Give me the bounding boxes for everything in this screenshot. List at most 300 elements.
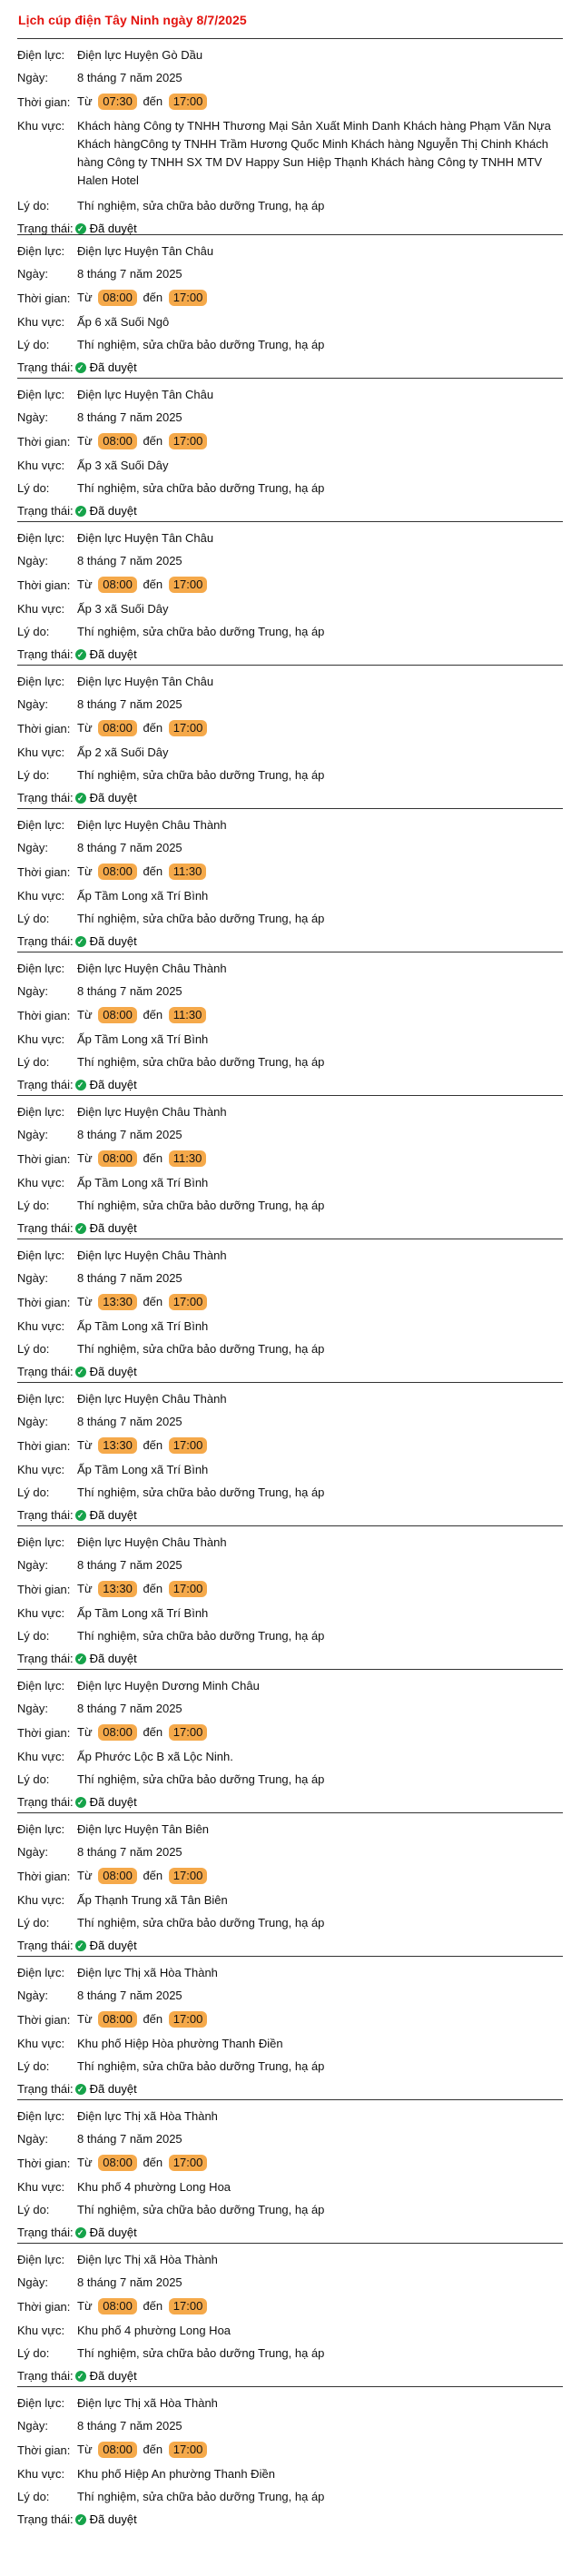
reason-label: Lý do: — [17, 2490, 50, 2503]
unit-label: Điện lực: — [17, 2109, 65, 2123]
status-label: Trạng thái: — [17, 2226, 74, 2239]
to-text: đến — [143, 1582, 163, 1595]
area-row — [17, 889, 563, 903]
unit-row — [17, 1249, 563, 1262]
check-circle-icon: ✓ — [75, 936, 86, 947]
date-value: 8 tháng 7 năm 2025 — [77, 984, 182, 998]
area-row — [17, 459, 563, 472]
area-value: Khu phố 4 phường Long Hoa — [77, 2324, 231, 2337]
unit-value: Điện lực Huyện Châu Thành — [77, 1105, 227, 1119]
reason-label: Lý do: — [17, 481, 50, 495]
end-time-badge: 17:00 — [169, 2442, 208, 2458]
to-text: đến — [143, 1869, 163, 1882]
time-label: Thời gian: — [17, 1582, 71, 1596]
status-label: Trạng thái: — [17, 1652, 74, 1665]
reason-label: Lý do: — [17, 625, 50, 638]
unit-label: Điện lực: — [17, 244, 65, 258]
end-time-badge: 17:00 — [169, 2155, 208, 2171]
end-time-badge: 17:00 — [169, 1437, 208, 1454]
reason-label: Lý do: — [17, 338, 50, 351]
reason-row — [17, 199, 563, 212]
status-value — [74, 360, 137, 374]
date-value: 8 tháng 7 năm 2025 — [77, 1128, 182, 1141]
time-label: Thời gian: — [17, 1295, 71, 1309]
end-time-badge: 17:00 — [169, 1868, 208, 1884]
area-label: Khu vực: — [17, 2467, 65, 2481]
to-text: đến — [143, 1438, 163, 1452]
reason-label: Lý do: — [17, 912, 50, 925]
unit-label: Điện lực: — [17, 1105, 65, 1119]
reason-row — [17, 625, 563, 638]
from-text: Từ — [77, 2012, 93, 2026]
reason-value: Thí nghiệm, sửa chữa bảo dưỡng Trung, hạ áp — [77, 338, 325, 351]
date-label: Ngày: — [17, 1845, 48, 1859]
to-text: đến — [143, 864, 163, 878]
status-value — [74, 2512, 137, 2526]
from-text: Từ — [77, 1295, 93, 1308]
area-label: Khu vực: — [17, 315, 65, 329]
from-text: Từ — [77, 2156, 93, 2169]
status-value — [74, 1652, 137, 1665]
status-text: Đã duyệt — [89, 1795, 137, 1809]
date-label: Ngày: — [17, 554, 48, 568]
to-text: đến — [143, 2443, 163, 2456]
reason-row — [17, 1342, 563, 1356]
reason-row — [17, 2203, 563, 2216]
area-label: Khu vực: — [17, 2037, 65, 2050]
reason-value: Thí nghiệm, sửa chữa bảo dưỡng Trung, hạ áp — [77, 768, 325, 782]
end-time-badge: 17:00 — [169, 2298, 208, 2314]
status-value — [74, 2226, 137, 2239]
unit-value: Điện lực Huyện Châu Thành — [77, 962, 227, 975]
reason-value: Thí nghiệm, sửa chữa bảo dưỡng Trung, hạ áp — [77, 912, 325, 925]
outage-item — [17, 1095, 563, 1239]
time-row — [17, 577, 563, 593]
time-row — [17, 2442, 563, 2458]
time-label: Thời gian: — [17, 864, 71, 879]
time-row — [17, 94, 563, 110]
area-row — [17, 602, 563, 616]
unit-row — [17, 1535, 563, 1549]
area-value: Ấp Tầm Long xã Trí Bình — [77, 1319, 209, 1333]
time-value — [77, 864, 563, 880]
reason-value: Thí nghiệm, sửa chữa bảo dưỡng Trung, hạ áp — [77, 481, 325, 495]
outage-item — [17, 1956, 563, 2099]
reason-value: Thí nghiệm, sửa chữa bảo dưỡng Trung, hạ áp — [77, 2490, 325, 2503]
unit-value: Điện lực Thị xã Hòa Thành — [77, 2109, 218, 2123]
outage-item — [17, 665, 563, 808]
area-value: Khu phố Hiệp Hòa phường Thanh Điền — [77, 2037, 283, 2050]
end-time-badge: 17:00 — [169, 1724, 208, 1741]
from-text: Từ — [77, 1008, 93, 1022]
to-text: đến — [143, 2156, 163, 2169]
date-row — [17, 2275, 563, 2289]
time-row — [17, 1007, 563, 1023]
date-label: Ngày: — [17, 697, 48, 711]
status-row — [17, 2226, 563, 2239]
area-label: Khu vực: — [17, 889, 65, 903]
reason-row — [17, 338, 563, 351]
start-time-badge: 08:00 — [98, 864, 137, 880]
time-row — [17, 1437, 563, 1454]
reason-row — [17, 2346, 563, 2360]
from-text: Từ — [77, 721, 93, 735]
unit-value: Điện lực Huyện Tân Châu — [77, 244, 214, 258]
time-value — [77, 2442, 563, 2458]
time-value — [77, 1581, 563, 1597]
time-value — [77, 1868, 563, 1884]
time-row — [17, 433, 563, 449]
time-row — [17, 290, 563, 306]
date-value: 8 tháng 7 năm 2025 — [77, 2132, 182, 2146]
area-label: Khu vực: — [17, 1606, 65, 1620]
check-circle-icon: ✓ — [75, 2371, 86, 2382]
time-label: Thời gian: — [17, 577, 71, 592]
start-time-badge: 08:00 — [98, 1724, 137, 1741]
check-circle-icon: ✓ — [75, 2514, 86, 2525]
unit-label: Điện lực: — [17, 48, 65, 62]
unit-row — [17, 388, 563, 401]
status-row — [17, 2082, 563, 2096]
reason-value: Thí nghiệm, sửa chữa bảo dưỡng Trung, hạ áp — [77, 2203, 325, 2216]
start-time-badge: 08:00 — [98, 2442, 137, 2458]
status-value — [74, 504, 137, 518]
reason-row — [17, 1199, 563, 1212]
date-label: Ngày: — [17, 1702, 48, 1715]
unit-row — [17, 818, 563, 832]
area-row — [17, 119, 563, 190]
date-value: 8 tháng 7 năm 2025 — [77, 1702, 182, 1715]
unit-row — [17, 1392, 563, 1406]
end-time-badge: 17:00 — [169, 1581, 208, 1597]
area-row — [17, 1032, 563, 1046]
unit-row — [17, 1822, 563, 1836]
time-value — [77, 2155, 563, 2171]
from-text: Từ — [77, 1869, 93, 1882]
area-row — [17, 1319, 563, 1333]
start-time-badge: 08:00 — [98, 433, 137, 449]
unit-value: Điện lực Thị xã Hòa Thành — [77, 2396, 218, 2410]
status-text: Đã duyệt — [89, 934, 137, 948]
outage-item — [17, 38, 563, 234]
area-label: Khu vực: — [17, 1750, 65, 1763]
status-text: Đã duyệt — [89, 2226, 137, 2239]
area-row — [17, 2037, 563, 2050]
reason-label: Lý do: — [17, 199, 50, 212]
unit-row — [17, 2396, 563, 2410]
unit-value: Điện lực Huyện Gò Dầu — [77, 48, 203, 62]
date-row — [17, 554, 563, 568]
status-label: Trạng thái: — [17, 1365, 74, 1378]
start-time-badge: 08:00 — [98, 1007, 137, 1023]
outage-item — [17, 2099, 563, 2243]
reason-row — [17, 912, 563, 925]
status-value — [74, 1939, 137, 1952]
area-row — [17, 1893, 563, 1907]
date-label: Ngày: — [17, 841, 48, 854]
start-time-badge: 13:30 — [98, 1581, 137, 1597]
unit-value: Điện lực Huyện Tân Châu — [77, 388, 214, 401]
to-text: đến — [143, 1008, 163, 1022]
area-row — [17, 1750, 563, 1763]
from-text: Từ — [77, 577, 93, 591]
time-label: Thời gian: — [17, 94, 71, 109]
area-row — [17, 2324, 563, 2337]
unit-row — [17, 675, 563, 688]
date-row — [17, 1845, 563, 1859]
date-row — [17, 984, 563, 998]
to-text: đến — [143, 1295, 163, 1308]
status-value — [74, 647, 137, 661]
end-time-badge: 11:30 — [169, 1150, 207, 1167]
time-label: Thời gian: — [17, 2156, 71, 2170]
status-text: Đã duyệt — [89, 1078, 137, 1091]
unit-label: Điện lực: — [17, 388, 65, 401]
status-row — [17, 504, 563, 518]
status-value — [74, 2369, 137, 2383]
to-text: đến — [143, 2299, 163, 2313]
time-label: Thời gian: — [17, 1438, 71, 1453]
area-value: Ấp Tầm Long xã Trí Bình — [77, 1176, 209, 1189]
unit-value: Điện lực Thị xã Hòa Thành — [77, 1966, 218, 1979]
status-row — [17, 1508, 563, 1522]
area-value: Khu phố 4 phường Long Hoa — [77, 2180, 231, 2194]
status-row — [17, 1221, 563, 1235]
area-row — [17, 1463, 563, 1476]
reason-label: Lý do: — [17, 2346, 50, 2360]
area-label: Khu vực: — [17, 602, 65, 616]
reason-label: Lý do: — [17, 1055, 50, 1069]
reason-label: Lý do: — [17, 1342, 50, 1356]
area-label: Khu vực: — [17, 1032, 65, 1046]
status-value — [74, 222, 137, 235]
status-text: Đã duyệt — [89, 222, 137, 235]
date-row — [17, 841, 563, 854]
start-time-badge: 08:00 — [98, 2011, 137, 2028]
time-label: Thời gian: — [17, 2299, 71, 2314]
check-circle-icon: ✓ — [75, 1223, 86, 1234]
outage-item — [17, 234, 563, 378]
from-text: Từ — [77, 291, 93, 304]
unit-value: Điện lực Huyện Tân Biên — [77, 1822, 210, 1836]
reason-value: Thí nghiệm, sửa chữa bảo dưỡng Trung, hạ áp — [77, 1916, 325, 1930]
area-label: Khu vực: — [17, 2324, 65, 2337]
unit-row — [17, 1966, 563, 1979]
check-circle-icon: ✓ — [75, 1940, 86, 1951]
reason-label: Lý do: — [17, 2059, 50, 2073]
reason-label: Lý do: — [17, 1772, 50, 1786]
date-label: Ngày: — [17, 1128, 48, 1141]
reason-label: Lý do: — [17, 768, 50, 782]
status-text: Đã duyệt — [89, 2512, 137, 2526]
reason-value: Thí nghiệm, sửa chữa bảo dưỡng Trung, hạ áp — [77, 199, 325, 212]
to-text: đến — [143, 291, 163, 304]
date-value: 8 tháng 7 năm 2025 — [77, 2275, 182, 2289]
unit-label: Điện lực: — [17, 962, 65, 975]
unit-label: Điện lực: — [17, 531, 65, 545]
area-label: Khu vực: — [17, 1463, 65, 1476]
check-circle-icon: ✓ — [75, 649, 86, 660]
status-row — [17, 2369, 563, 2383]
outage-item — [17, 808, 563, 952]
check-circle-icon: ✓ — [75, 2227, 86, 2238]
date-row — [17, 1128, 563, 1141]
time-label: Thời gian: — [17, 2012, 71, 2027]
end-time-badge: 17:00 — [169, 2011, 208, 2028]
date-row — [17, 1989, 563, 2002]
status-row — [17, 791, 563, 804]
start-time-badge: 08:00 — [98, 720, 137, 736]
outage-item — [17, 521, 563, 665]
status-row — [17, 1795, 563, 1809]
reason-label: Lý do: — [17, 1485, 50, 1499]
time-value — [77, 2011, 563, 2028]
time-value — [77, 1007, 563, 1023]
check-circle-icon: ✓ — [75, 1080, 86, 1091]
status-label: Trạng thái: — [17, 1939, 74, 1952]
date-row — [17, 1702, 563, 1715]
reason-row — [17, 1055, 563, 1069]
from-text: Từ — [77, 1582, 93, 1595]
time-label: Thời gian: — [17, 1151, 71, 1166]
reason-label: Lý do: — [17, 1629, 50, 1643]
status-label: Trạng thái: — [17, 1078, 74, 1091]
start-time-badge: 08:00 — [98, 2298, 137, 2314]
area-row — [17, 2467, 563, 2481]
to-text: đến — [143, 94, 163, 108]
unit-label: Điện lực: — [17, 1966, 65, 1979]
time-value — [77, 433, 563, 449]
outage-item — [17, 1239, 563, 1382]
end-time-badge: 17:00 — [169, 94, 208, 110]
unit-value: Điện lực Huyện Dương Minh Châu — [77, 1679, 260, 1693]
reason-row — [17, 1629, 563, 1643]
date-value: 8 tháng 7 năm 2025 — [77, 267, 182, 281]
unit-row — [17, 2253, 563, 2266]
unit-label: Điện lực: — [17, 818, 65, 832]
reason-value: Thí nghiệm, sửa chữa bảo dưỡng Trung, hạ áp — [77, 2059, 325, 2073]
status-value — [74, 1508, 137, 1522]
outage-item — [17, 378, 563, 521]
time-value — [77, 2298, 563, 2314]
date-row — [17, 410, 563, 424]
time-label: Thời gian: — [17, 2443, 71, 2457]
status-row — [17, 1939, 563, 1952]
date-row — [17, 267, 563, 281]
time-row — [17, 1724, 563, 1741]
date-row — [17, 1271, 563, 1285]
time-value — [77, 720, 563, 736]
start-time-badge: 13:30 — [98, 1437, 137, 1454]
outage-item — [17, 1382, 563, 1525]
check-circle-icon: ✓ — [75, 506, 86, 517]
date-value: 8 tháng 7 năm 2025 — [77, 1558, 182, 1572]
status-text: Đã duyệt — [89, 2082, 137, 2096]
status-text: Đã duyệt — [89, 647, 137, 661]
date-label: Ngày: — [17, 1558, 48, 1572]
status-text: Đã duyệt — [89, 791, 137, 804]
to-text: đến — [143, 2012, 163, 2026]
outage-item — [17, 1669, 563, 1812]
area-value: Ấp Tầm Long xã Trí Bình — [77, 1032, 209, 1046]
check-circle-icon: ✓ — [75, 1510, 86, 1521]
time-label: Thời gian: — [17, 1725, 71, 1740]
date-label: Ngày: — [17, 2275, 48, 2289]
start-time-badge: 08:00 — [98, 290, 137, 306]
date-row — [17, 2419, 563, 2433]
to-text: đến — [143, 721, 163, 735]
area-value: Ấp 3 xã Suối Dây — [77, 459, 169, 472]
outage-item — [17, 1812, 563, 1956]
outage-item — [17, 1525, 563, 1669]
reason-row — [17, 1772, 563, 1786]
unit-row — [17, 48, 563, 62]
end-time-badge: 17:00 — [169, 1294, 208, 1310]
end-time-badge: 17:00 — [169, 577, 208, 593]
area-label: Khu vực: — [17, 2180, 65, 2194]
area-row — [17, 1606, 563, 1620]
check-circle-icon: ✓ — [75, 2084, 86, 2095]
reason-row — [17, 768, 563, 782]
area-row — [17, 1176, 563, 1189]
status-value — [74, 2082, 137, 2096]
status-row — [17, 360, 563, 374]
reason-value: Thí nghiệm, sửa chữa bảo dưỡng Trung, hạ áp — [77, 1342, 325, 1356]
area-value: Khu phố Hiệp An phường Thanh Điền — [77, 2467, 275, 2481]
from-text: Từ — [77, 434, 93, 448]
status-text: Đã duyệt — [89, 1652, 137, 1665]
unit-label: Điện lực: — [17, 2396, 65, 2410]
time-value — [77, 1294, 563, 1310]
reason-row — [17, 2490, 563, 2503]
time-label: Thời gian: — [17, 1869, 71, 1883]
date-value: 8 tháng 7 năm 2025 — [77, 1271, 182, 1285]
date-label: Ngày: — [17, 984, 48, 998]
from-text: Từ — [77, 2299, 93, 2313]
status-value — [74, 791, 137, 804]
time-row — [17, 1150, 563, 1167]
unit-value: Điện lực Huyện Tân Châu — [77, 675, 214, 688]
status-text: Đã duyệt — [89, 1365, 137, 1378]
date-value: 8 tháng 7 năm 2025 — [77, 410, 182, 424]
status-label: Trạng thái: — [17, 2082, 74, 2096]
area-value: Ấp Thạnh Trung xã Tân Biên — [77, 1893, 228, 1907]
area-value: Khách hàng Công ty TNHH Thương Mại Sản Xuất Minh Danh Khách hàng Phạm Văn Nựa Khách hàngCông ty TNHH Trầm Hương Quốc Minh Khách hàng Nguyễn Thị Chinh Khách hàng Công ty TNHH SX TM DV Happy Sun Hiệp Thạnh Khách hàng Công ty TNHH MTV Halen Hotel — [77, 119, 551, 187]
time-value — [77, 1724, 563, 1741]
unit-row — [17, 1679, 563, 1693]
status-label: Trạng thái: — [17, 2369, 74, 2383]
time-row — [17, 1581, 563, 1597]
end-time-badge: 11:30 — [169, 864, 207, 880]
status-row — [17, 1078, 563, 1091]
reason-value: Thí nghiệm, sửa chữa bảo dưỡng Trung, hạ áp — [77, 1199, 325, 1212]
reason-row — [17, 481, 563, 495]
status-text: Đã duyệt — [89, 504, 137, 518]
end-time-badge: 11:30 — [169, 1007, 207, 1023]
start-time-badge: 08:00 — [98, 577, 137, 593]
date-row — [17, 2132, 563, 2146]
from-text: Từ — [77, 864, 93, 878]
area-label: Khu vực: — [17, 1176, 65, 1189]
date-value: 8 tháng 7 năm 2025 — [77, 1989, 182, 2002]
check-circle-icon: ✓ — [75, 1797, 86, 1808]
area-value: Ấp Phước Lộc B xã Lộc Ninh. — [77, 1750, 233, 1763]
from-text: Từ — [77, 2443, 93, 2456]
check-circle-icon: ✓ — [75, 793, 86, 804]
end-time-badge: 17:00 — [169, 433, 208, 449]
status-label: Trạng thái: — [17, 934, 74, 948]
reason-value: Thí nghiệm, sửa chữa bảo dưỡng Trung, hạ áp — [77, 1629, 325, 1643]
